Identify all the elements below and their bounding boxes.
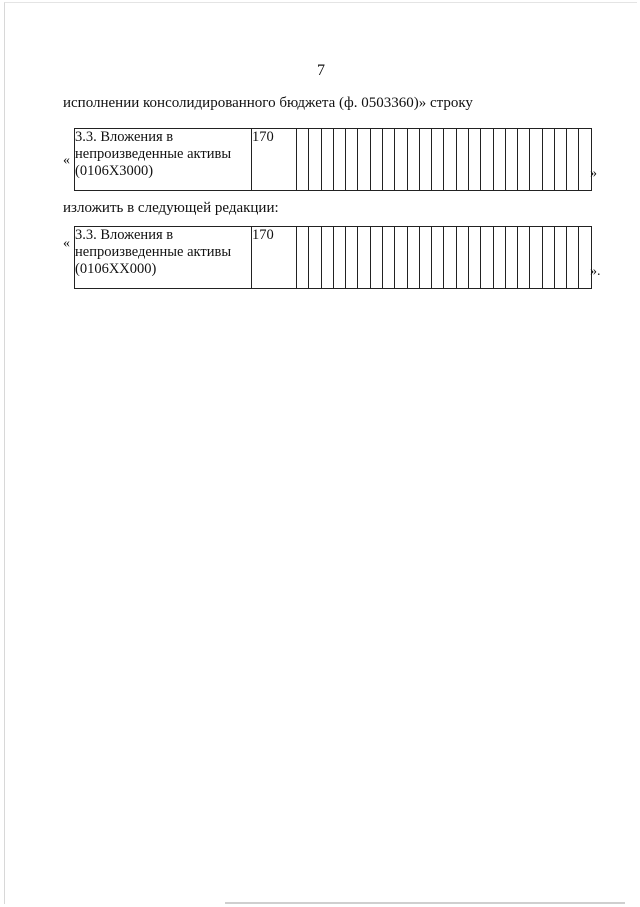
old-row-close-quote: » [590, 166, 597, 181]
empty-cell [493, 227, 505, 289]
page-number: 7 [317, 62, 325, 79]
old-row-open-quote: « [63, 153, 70, 168]
transition-text: изложить в следующей редакции: [63, 200, 279, 216]
empty-cell [333, 227, 345, 289]
old-row-table [74, 128, 592, 191]
empty-cell [542, 227, 554, 289]
old-row-label: 3.3. Вложения в непроизведенные активы (0106Х3000) [75, 129, 252, 191]
new-row-table [74, 226, 592, 289]
empty-cell [481, 129, 493, 191]
empty-cell [456, 227, 468, 289]
empty-cell [382, 129, 394, 191]
empty-cell [297, 227, 309, 289]
table-row [75, 227, 592, 289]
empty-cell [432, 129, 444, 191]
empty-cell [419, 129, 431, 191]
intro-text: исполнении консолидированного бюджета (ф. 0503360)» строку [63, 95, 473, 111]
empty-cell [407, 227, 419, 289]
empty-cell [309, 227, 321, 289]
empty-cell [444, 227, 456, 289]
empty-cell [530, 129, 542, 191]
new-row-close-quote: ». [590, 264, 601, 279]
old-row-code: 170 [252, 129, 297, 191]
scan-edge-line [225, 902, 625, 904]
empty-cell [567, 227, 579, 289]
new-row-code: 170 [252, 227, 297, 289]
new-row-label: 3.3. Вложения в непроизведенные активы (0106ХХ000) [75, 227, 252, 289]
empty-cell [333, 129, 345, 191]
empty-cell [518, 129, 530, 191]
empty-cell [456, 129, 468, 191]
empty-cell [382, 227, 394, 289]
empty-cell [346, 227, 358, 289]
empty-cell [358, 227, 370, 289]
new-row-open-quote: « [63, 236, 70, 251]
empty-cell [395, 227, 407, 289]
empty-cell [567, 129, 579, 191]
empty-cell [505, 129, 517, 191]
table-row [75, 129, 592, 191]
empty-cell [321, 227, 333, 289]
empty-cell [432, 227, 444, 289]
empty-cell [444, 129, 456, 191]
empty-cell [297, 129, 309, 191]
empty-cell [309, 129, 321, 191]
empty-cell [358, 129, 370, 191]
empty-cell [419, 227, 431, 289]
empty-cell [518, 227, 530, 289]
empty-cell [468, 129, 480, 191]
empty-cell [370, 129, 382, 191]
empty-cell [554, 227, 566, 289]
empty-cell [468, 227, 480, 289]
empty-cell [407, 129, 419, 191]
empty-cell [554, 129, 566, 191]
empty-cell [370, 227, 382, 289]
empty-cell [505, 227, 517, 289]
empty-cell [530, 227, 542, 289]
empty-cell [481, 227, 493, 289]
empty-cell [346, 129, 358, 191]
empty-cell [542, 129, 554, 191]
empty-cell [493, 129, 505, 191]
empty-cell [321, 129, 333, 191]
document-page [4, 2, 637, 904]
empty-cell [395, 129, 407, 191]
